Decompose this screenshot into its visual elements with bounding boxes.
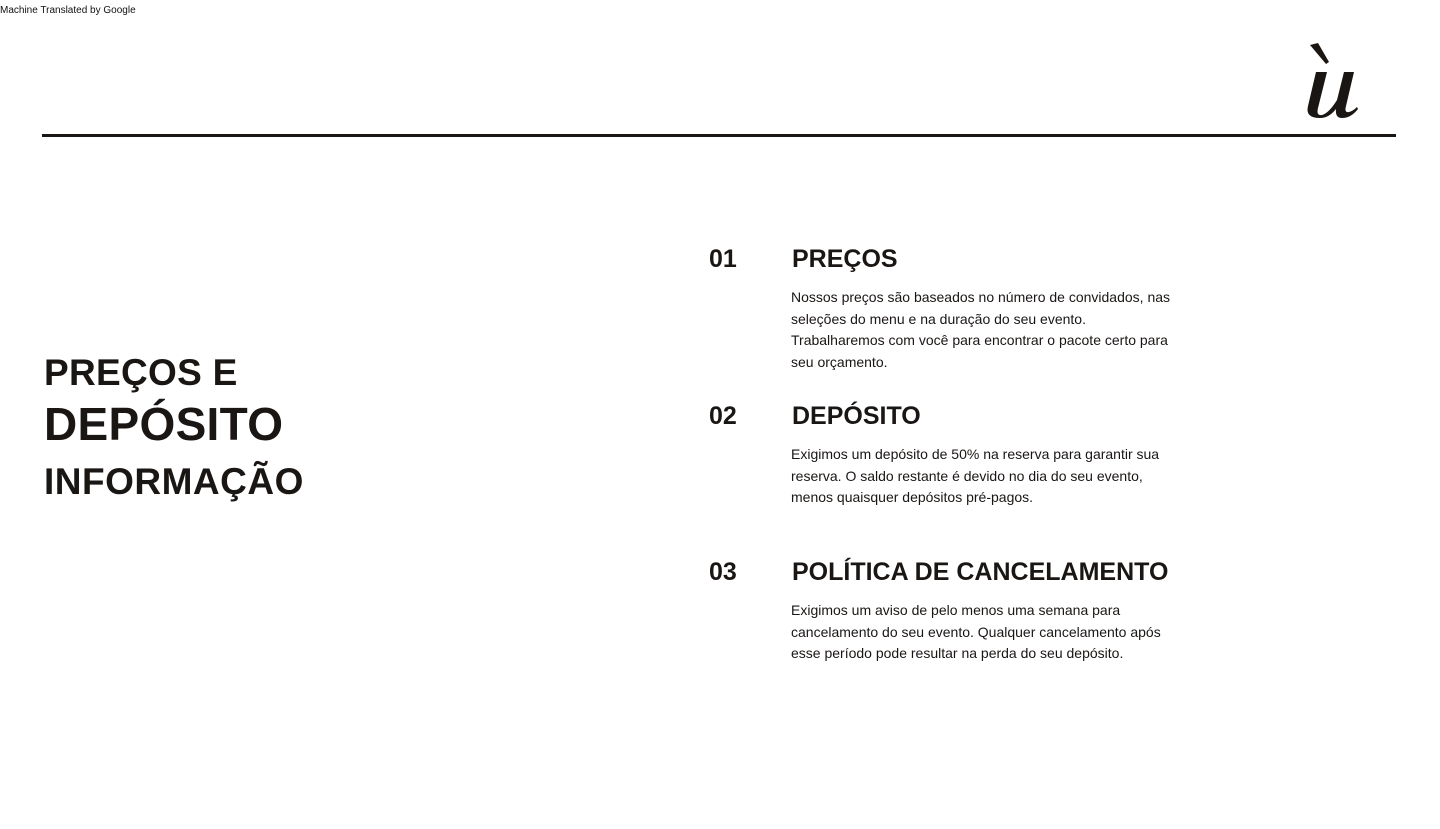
u-grave-logo-icon: [1296, 28, 1364, 126]
section-heading: POLÍTICA DE CANCELAMENTO: [792, 558, 1169, 586]
title-line-3: INFORMAÇÃO: [44, 461, 304, 502]
machine-translation-banner: Machine Translated by Google: [0, 5, 136, 16]
title-line-1: PREÇOS E: [44, 352, 238, 393]
section-heading: DEPÓSITO: [792, 402, 921, 430]
section-body: Exigimos um depósito de 50% na reserva para garantir sua reserva. O saldo restante é devido no dia do seu evento, menos quaisquer depósitos pré-pagos.: [791, 446, 1160, 505]
page-title: [44, 350, 304, 512]
section-number: 03: [709, 558, 737, 586]
brand-logo: [1296, 28, 1364, 126]
section-body: Nossos preços são baseados no número de convidados, nas seleções do menu e na duração do seu evento. Trabalharemos com você para encontrar o pacote certo para seu orçamento.: [791, 289, 1171, 370]
section-number: 01: [709, 245, 737, 273]
title-line-2: DEPÓSITO: [44, 398, 284, 450]
section-heading: PREÇOS: [792, 245, 898, 273]
header-divider: [42, 134, 1396, 137]
section-body: Exigimos um aviso de pelo menos uma semana para cancelamento do seu evento. Qualquer cancelamento após esse período pode resultar na perda do seu depósito.: [791, 602, 1161, 661]
section-number: 02: [709, 402, 737, 430]
